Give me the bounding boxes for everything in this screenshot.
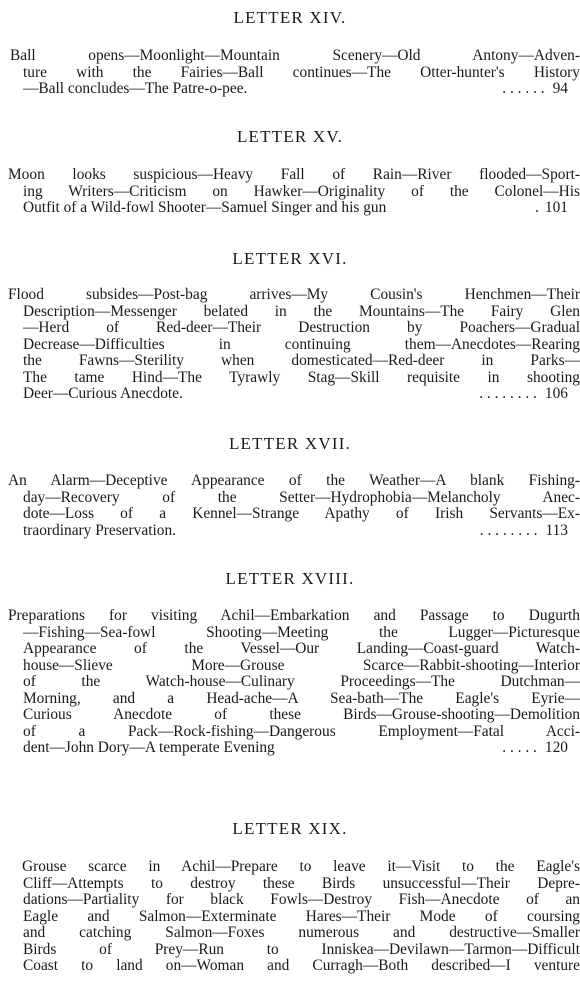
summary-line: —Fishing—Sea-fowl Shooting—Meeting the Lugger—Picturesque [23,623,580,641]
summary-line-last [0,386,580,403]
letter-xiv [0,7,580,98]
summary-line: and catching Salmon—Foxes numerous and destructive—Smaller [23,924,580,941]
summary-line-last [0,81,580,98]
summary-line-last [0,523,580,540]
dot-leader: . . . . . . [502,81,545,97]
summary-line: —Herd of Red-deer—Their Destruction by Poachers—Gradual [23,319,580,336]
summary-line-text: dent—John Dory—A temperate Evening [23,739,275,756]
summary-line: ture with the Fairies—Ball continues—The Otter-hunter's History [23,63,580,81]
dot-leader: . . . . . . . . [479,386,537,402]
page-number: 101 [544,199,568,216]
letter-xvii [0,433,580,539]
summary-line: the Fawns—Sterility when domesticated—Red-deer in Parks— [23,352,580,369]
summary-line-last [0,740,580,757]
summary-line: Ball opens—Moonlight—Mountain Scenery—Old Antony—Adven- [10,47,580,64]
summary-line: Flood subsides—Post-bag arrives—My Cousin's Henchmen—Their [8,286,580,303]
letter-heading: LETTER XVIII. [225,569,355,588]
summary-line: Cliff—Attempts to destroy these Birds unsuccessful—Their Depre- [23,874,580,892]
summary-line: An Alarm—Deceptive Appearance of the Weather—A blank Fishing- [8,472,580,489]
letter-summary [0,48,580,98]
summary-line: Appearance of the Vessel—Our Landing—Coast-guard Watch- [23,640,580,657]
letter-summary [0,608,580,757]
dot-leader: . [535,200,539,216]
page-number: 120 [544,739,568,756]
letter-summary [0,473,580,539]
letter-xv [0,126,580,217]
summary-line: of the Watch-house—Culinary Proceedings—The Dutchman— [23,673,580,690]
letter-heading: LETTER XVI. [232,249,348,268]
dot-leader: . . . . . [502,740,537,756]
summary-line: Decrease—Difficulties in continuing them—Anecdotes—Rearing [23,335,580,353]
summary-line: house—Slieve More—Grouse Scarce—Rabbit-shooting—Interior [23,656,580,674]
summary-line: of a Pack—Rock-fishing—Dangerous Employment—Fatal Acci- [23,722,580,740]
summary-line: Birds of Prey—Run to Inniskea—Devilawn—Tarmon—Difficult [23,940,580,958]
summary-line: Description—Messenger belated in the Mountains—The Fairy Glen [23,302,580,320]
summary-line: ing Writers—Criticism on Hawker—Originality of the Colonel—His [23,182,580,200]
summary-line: Curious Anecdote of these Birds—Grouse-shooting—Demolition [23,706,580,723]
letter-xvi [0,248,580,403]
summary-line: Moon looks suspicious—Heavy Fall of Rain—River flooded—Sport- [8,166,580,183]
summary-line: Eagle and Salmon—Exterminate Hares—Their Mode of coursing [23,907,580,925]
letter-xix [0,818,580,975]
summary-line: dations—Partiality for black Fowls—Destroy Fish—Anecdote of an [23,891,580,908]
letter-heading: LETTER XIV. [233,8,347,27]
summary-line: The tame Hind—The Tyrawly Stag—Skill requisite in shooting [23,368,580,386]
letter-xviii [0,568,580,757]
letter-heading: LETTER XV. [236,127,344,146]
summary-line: dote—Loss of a Kennel—Strange Apathy of Irish Servants—Ex- [23,505,580,522]
summary-line-last [0,200,580,217]
dot-leader: . . . . . . . . [479,522,538,539]
summary-line-text: traordinary Preservation. [23,521,176,539]
letter-heading: LETTER XVII. [228,434,352,453]
summary-line: day—Recovery of the Setter—Hydrophobia—Melancholy Anec- [23,488,580,506]
letter-summary [0,167,580,217]
letter-summary [0,287,580,403]
page-number: 113 [545,521,568,539]
summary-line-text: Outfit of a Wild-fowl Shooter—Samuel Singer and his gun [23,199,387,216]
summary-line-text: —Ball concludes—The Patre-o-pee. [23,80,248,97]
letter-heading: LETTER XIX. [232,819,348,838]
summary-line: Preparations for visiting Achil—Embarkation and Passage to Dugurth [8,607,580,624]
summary-line: Coast to land on—Woman and Curragh—Both described—I venture [23,957,580,974]
letter-summary [0,859,580,975]
summary-line: Grouse scarce in Achil—Prepare to leave it—Visit to the Eagle's [22,858,580,875]
summary-line: Morning, and a Head-ache—A Sea-bath—The Eagle's Eyrie— [23,689,580,707]
page-number: 94 [552,80,568,97]
page-number: 106 [544,385,568,402]
summary-line-text: Deer—Curious Anecdote. [23,385,183,402]
